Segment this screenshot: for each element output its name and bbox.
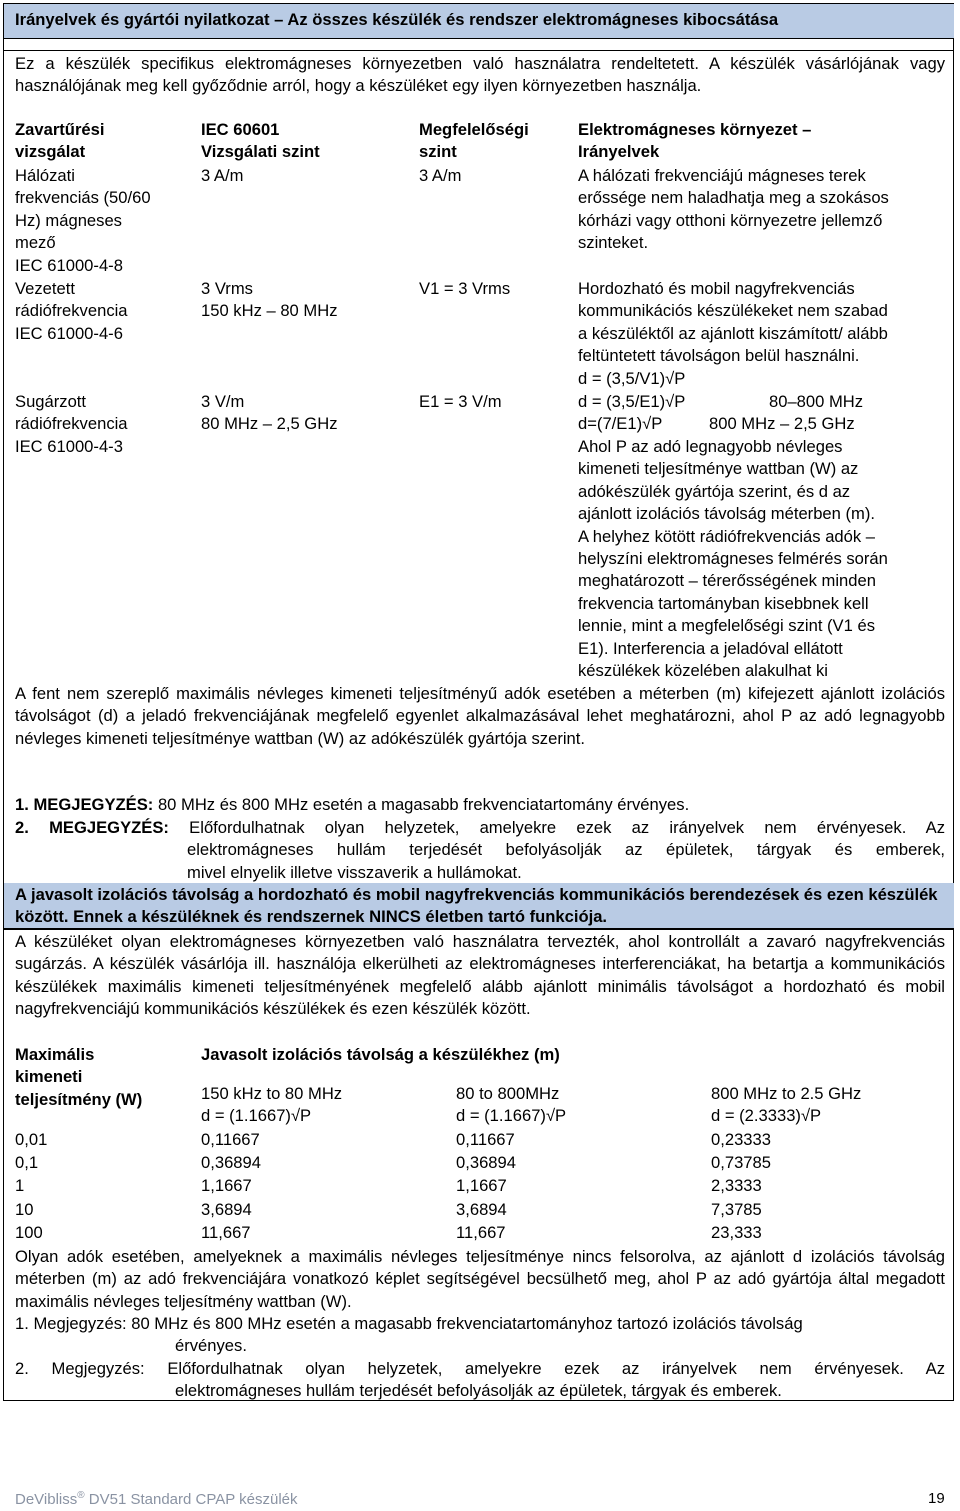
power-cell: 100 — [15, 1222, 43, 1242]
col-header-compliance: Megfelelőségi szint — [419, 120, 529, 162]
distance-cell: 3,6894 — [201, 1199, 252, 1219]
row2-test: Vezetett rádiófrekvencia IEC 61000-4-6 — [15, 279, 128, 343]
row2-level: 3 Vrms 150 kHz – 80 MHz — [201, 279, 338, 321]
row1-guidance: A hálózati frekvenciájú mágneses terek erőssége nem haladhatja meg a szokásos kórházi vagy otthoni környezetre jellemző szinteket. — [578, 166, 889, 253]
band-3-header: 800 MHz to 2.5 GHz d = (2.3333)√P — [711, 1084, 862, 1126]
band-1-header: 150 kHz to 80 MHz d = (1.1667)√P — [201, 1084, 343, 1126]
section2-note1: 1. Megjegyzés: 80 MHz és 800 MHz esetén a magasabb frekvenciatartományhoz tartozó izolációs távolság érvényes. — [15, 1314, 803, 1356]
distance-cell: 1,1667 — [201, 1176, 252, 1196]
section2-note2: 2. Megjegyzés: Előfordulhatnak olyan helyzetek, amelyekre ezek az irányelvek nem érvényesek. Az elektromágneses hullám terjedését befolyásolják az épületek, tárgyak és emberek. — [15, 1359, 945, 1401]
section2-title-bar — [4, 883, 954, 929]
distance-cell: 2,3333 — [711, 1176, 762, 1196]
row2-guidance: Hordozható és mobil nagyfrekvenciás kommunikációs készülékeket nem szabad a készüléktől az ajánlott kiszámított/ alább feltüntetett távolságon belül használni. d = (3,5/V1)√P — [578, 279, 888, 388]
power-cell: 0,1 — [15, 1153, 39, 1173]
section1-title: Irányelvek és gyártói nyilatkozat – Az összes készülék és rendszer elektromágneses kibocsátása — [15, 10, 779, 29]
section2-after-table: Olyan adók esetében, amelyeknek a maximális névleges teljesítménye nincs felsorolva, az ajánlott d izolációs távolság méterben (m) az adó frekvenciájára vonatkozó képlet segítségével becsülhető meg, ahol P az adó gyártója által megadott maximális névleges teljesítmény wattban (W). — [15, 1247, 945, 1311]
footer-product: DeVibliss® DV51 Standard CPAP készülék — [15, 1490, 298, 1508]
row3-formula-2: d=(7/E1)√P — [578, 414, 663, 433]
distance-cell: 0,36894 — [456, 1153, 516, 1173]
section1-note1: 1. MEGJEGYZÉS: 80 MHz és 800 MHz esetén a magasabb frekvenciatartomány érvényes. — [15, 795, 690, 814]
page-number: 19 — [928, 1490, 945, 1507]
section2-title: A javasolt izolációs távolság a hordozható és mobil nagyfrekvenciás kommunikációs berendezések és ezen készülék között. Ennek a készüléknek és rendszernek NINCS életben tartó funkciója. — [15, 885, 938, 927]
distance-cell: 0,73785 — [711, 1153, 771, 1173]
distance-cell: 0,36894 — [201, 1153, 261, 1173]
row1-compliance: 3 A/m — [419, 166, 462, 185]
power-cell: 1 — [15, 1176, 25, 1196]
row3-level: 3 V/m 80 MHz – 2,5 GHz — [201, 392, 338, 434]
power-cell: 0,01 — [15, 1130, 48, 1149]
distance-cell: 23,333 — [711, 1222, 762, 1242]
row1-level: 3 A/m — [201, 166, 244, 185]
row3-formula-2-range: 800 MHz – 2,5 GHz — [709, 414, 855, 433]
section1-after-table: A fent nem szereplő maximális névleges kimeneti teljesítményű adók esetében a méterben (m) kifejezett ajánlott izolációs távolságot (d) a jeladó frekvenciájának megfelelő egyenlet alkalmazásával lehet meghatározni, ahol P az adó legnagyobb névleges kimeneti teljesítménye wattban (W) az adókészülék gyártója szerint. — [15, 684, 945, 748]
distance-cell: 11,667 — [201, 1222, 251, 1242]
distance-cell: 1,1667 — [456, 1176, 507, 1196]
col-header-test: Zavartűrési vizsgálat — [15, 120, 105, 162]
section1-note2: 2. MEGJEGYZÉS: Előfordulhatnak olyan helyzetek, amelyekre ezek az irányelvek nem érvényesek. Az elektromágneses hullám terjedését befolyásolják az épületek, tárgyak és emberek, mivel elnyelik illetve visszaverik a hullámokat. — [15, 818, 945, 882]
section1-intro: Ez a készülék specifikus elektromágneses környezetben való használatra rendeltetett. A készülék vásárlójának vagy használójának meg kell győződnie arról, hogy a készüléket egy ilyen környezetben használja. — [15, 54, 945, 96]
distance-cell: 11,667 — [456, 1222, 506, 1242]
divider — [4, 50, 954, 51]
row1-test: Hálózati frekvenciás (50/60 Hz) mágneses mező IEC 61000-4-8 — [15, 166, 151, 275]
distance-cell: 0,11667 — [456, 1130, 515, 1149]
distance-cell: 7,3785 — [711, 1199, 762, 1219]
row3-guidance: Ahol P az adó legnagyobb névleges kimeneti teljesítménye wattban (W) az adókészülék gyártója szerint, és d az ajánlott izolációs távolság méterben (m). A helyhez kötött rádiófrekvenciás adók – helyszíni elektromágneses felmérés során meghatározott – térerősségének minden frekvencia tartományban kisebbnek kell lennie, mint a megfelelőségi szint (V1 és E1). Interferencia a jeladóval ellátott készülékek közelében alakulhat ki — [578, 437, 888, 681]
row3-compliance: E1 = 3 V/m — [419, 392, 502, 411]
distance-cell: 0,23333 — [711, 1130, 771, 1149]
dist-col0-header: Maximális kimeneti teljesítmény (W) — [15, 1045, 143, 1109]
row3-test: Sugárzott rádiófrekvencia IEC 61000-4-3 — [15, 392, 128, 456]
col-header-guidance: Elektromágneses környezet – Irányelvek — [578, 120, 812, 162]
section2-intro: A készüléket olyan elektromágneses környezetben való használatra tervezték, ahol kontrollált a zavaró nagyfrekvenciás sugárzás. A készülék vásárlója ill. használója elkerülheti az elektromágneses interferenciákat, ha betartja a kommunikációs készülékek maximális kimeneti teljesítményének megfelelő alább ajánlott minimális távolságot a hordozható és mobil nagyfrekvenciájú kommunikációs készülékek és ezen készülék között. — [15, 932, 945, 1019]
divider — [4, 929, 954, 930]
row3-formula-1: d = (3,5/E1)√P — [578, 392, 686, 411]
power-cell: 10 — [15, 1199, 34, 1219]
row2-compliance: V1 = 3 Vrms — [419, 279, 511, 298]
dist-group-header: Javasolt izolációs távolság a készülékhez (m) — [201, 1045, 560, 1064]
distance-cell: 3,6894 — [456, 1199, 507, 1219]
col-header-level: IEC 60601 Vizsgálati szint — [201, 120, 320, 162]
section1-title-bar — [4, 4, 954, 39]
distance-cell: 0,11667 — [201, 1130, 260, 1149]
row3-formula-1-range: 80–800 MHz — [769, 392, 864, 411]
band-2-header: 80 to 800MHz d = (1.1667)√P — [456, 1084, 567, 1126]
